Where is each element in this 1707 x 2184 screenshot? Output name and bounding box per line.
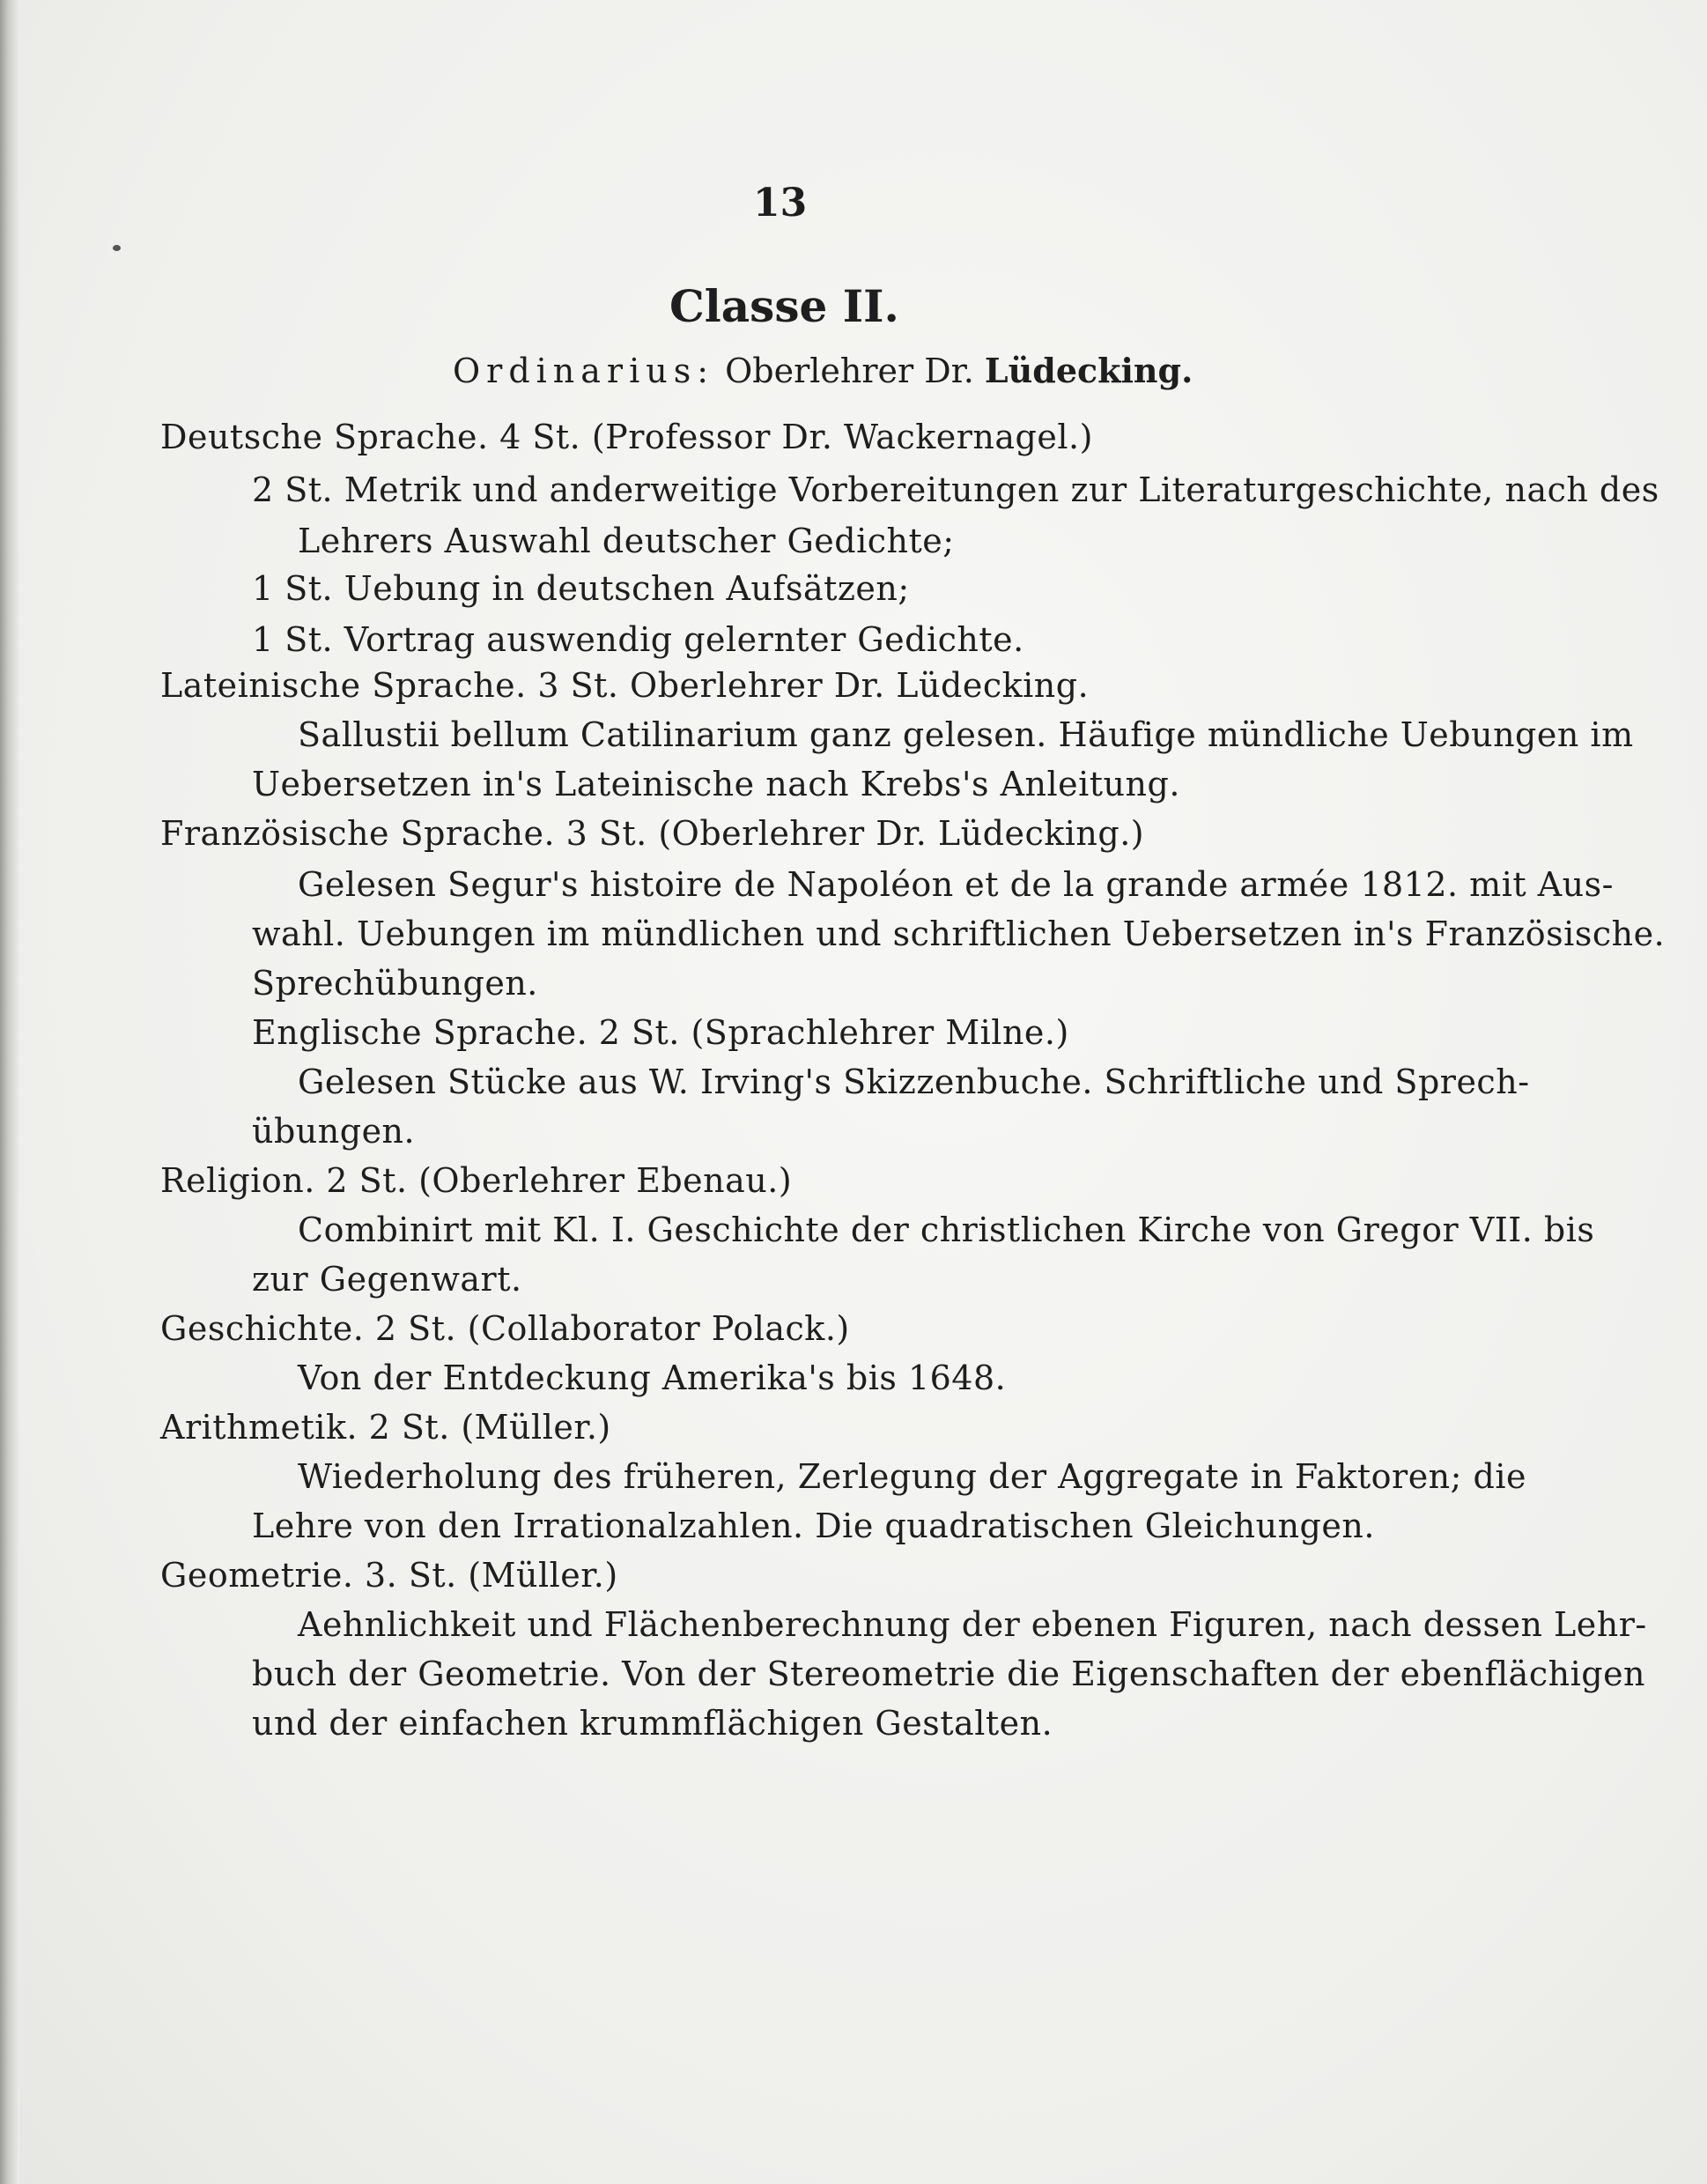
geometrie-line-1: Aehnlichkeit und Flächenberechnung der ebenen Figuren, nach dessen Lehr- [298, 1605, 1647, 1644]
engl-line-2: übungen. [252, 1112, 416, 1151]
deutsch-line-2: Lehrers Auswahl deutscher Gedichte; [298, 522, 955, 560]
subject-engl-heading: Englische Sprache. 2 St. (Sprachlehrer Milne.) [252, 1013, 1069, 1052]
franz-line-1: Gelesen Segur's histoire de Napoléon et de la grande armée 1812. mit Aus- [298, 865, 1614, 904]
latein-line-2: Uebersetzen in's Lateinische nach Krebs's Anleitung. [252, 765, 1180, 803]
franz-line-2: wahl. Uebungen im mündlichen und schriftlichen Uebersetzen in's Französische. [252, 914, 1666, 953]
subject-geometrie-heading: Geometrie. 3. St. (Müller.) [160, 1556, 618, 1595]
deutsch-line-1: 2 St. Metrik und anderweitige Vorbereitungen zur Literaturgeschichte, nach des [252, 470, 1659, 509]
ink-speck [113, 245, 121, 251]
engl-line-1: Gelesen Stücke aus W. Irving's Skizzenbuche. Schriftliche und Sprech- [298, 1062, 1530, 1101]
latein-line-1: Sallustii bellum Catilinarium ganz gelesen. Häufige mündliche Uebungen im [298, 715, 1634, 754]
subject-religion-heading: Religion. 2 St. (Oberlehrer Ebenau.) [160, 1161, 793, 1200]
geometrie-line-3: und der einfachen krummflächigen Gestalten. [252, 1704, 1053, 1743]
class-title: Classe II. [669, 280, 899, 332]
ordinarius-name: Lüdecking. [984, 351, 1193, 390]
deutsch-line-4: 1 St. Vortrag auswendig gelernter Gedichte. [252, 620, 1024, 659]
ordinarius-teacher: Oberlehrer Dr. [725, 352, 974, 390]
religion-line-2: zur Gegenwart. [252, 1260, 522, 1299]
geometrie-line-2: buch der Geometrie. Von der Stereometrie die Eigenschaften der ebenflächigen [252, 1655, 1646, 1693]
arithmetik-line-2: Lehre von den Irrationalzahlen. Die quadratischen Gleichungen. [252, 1507, 1375, 1545]
ordinarius-line [453, 351, 1193, 390]
subject-latein-heading: Lateinische Sprache. 3 St. Oberlehrer Dr. Lüdecking. [160, 666, 1090, 705]
ordinarius-label: Ordinarius: [453, 352, 715, 390]
subject-geschichte-heading: Geschichte. 2 St. (Collaborator Polack.) [160, 1309, 850, 1348]
arithmetik-line-1: Wiederholung des früheren, Zerlegung der Aggregate in Faktoren; die [298, 1457, 1527, 1496]
franz-line-3: Sprechübungen. [252, 964, 538, 1003]
geschichte-line-1: Von der Entdeckung Amerika's bis 1648. [298, 1359, 1007, 1397]
religion-line-1: Combinirt mit Kl. I. Geschichte der christlichen Kirche von Gregor VII. bis [298, 1210, 1595, 1249]
page-number: 13 [753, 181, 808, 226]
subject-arithmetik-heading: Arithmetik. 2 St. (Müller.) [160, 1408, 611, 1447]
deutsch-line-3: 1 St. Uebung in deutschen Aufsätzen; [252, 569, 910, 608]
page-edge-shadow [0, 0, 19, 2184]
subject-deutsch-heading: Deutsche Sprache. 4 St. (Professor Dr. Wackernagel.) [160, 418, 1093, 456]
subject-franz-heading: Französische Sprache. 3 St. (Oberlehrer Dr. Lüdecking.) [160, 814, 1145, 853]
